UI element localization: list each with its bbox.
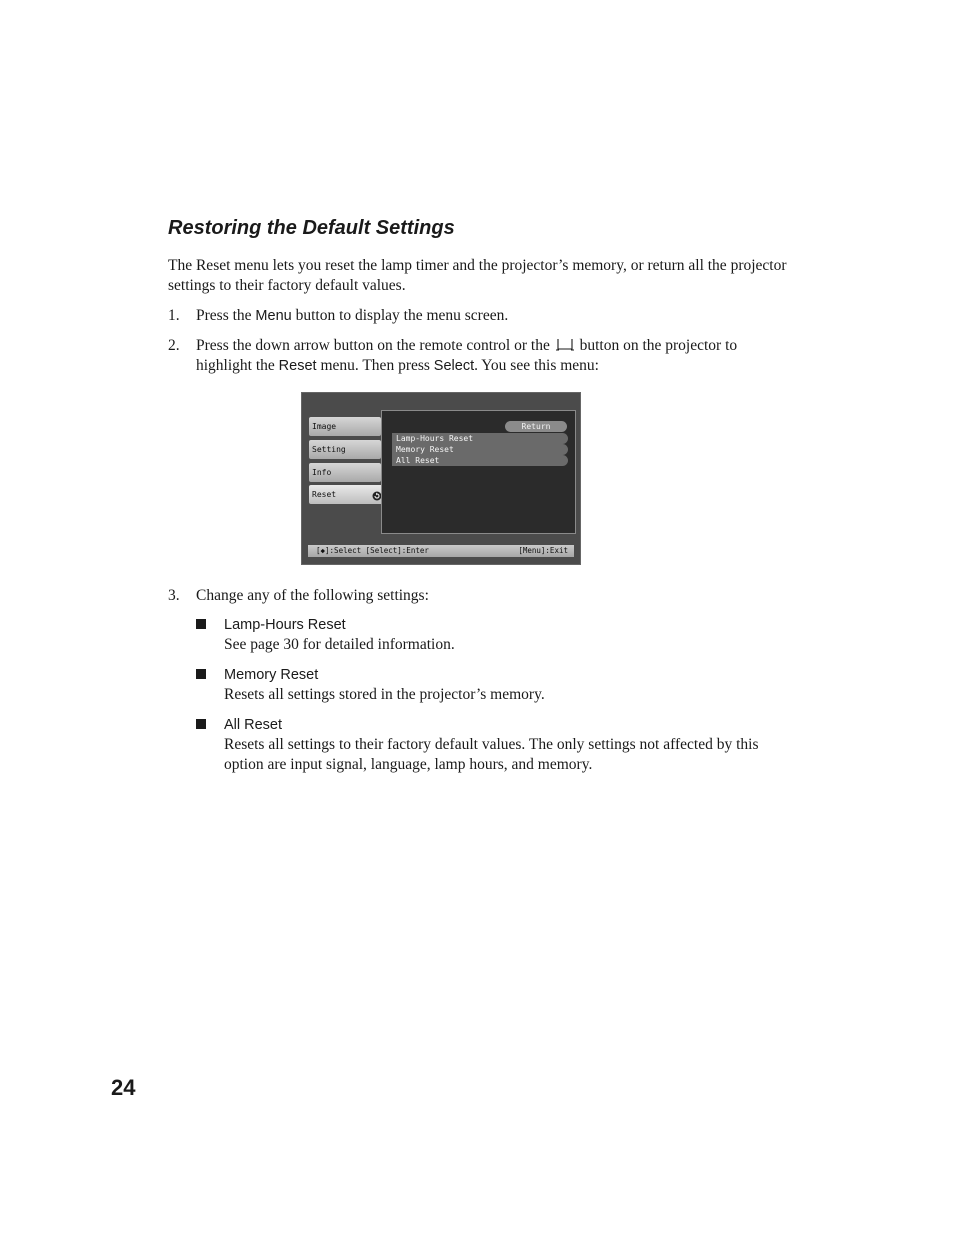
menu-key-label: Menu [255, 308, 292, 324]
all-reset-option: All Reset [392, 455, 568, 466]
option-description: Resets all settings stored in the projector’s memory. [224, 686, 545, 703]
option-name: Lamp-Hours Reset [224, 617, 346, 633]
bullet-square-icon [196, 619, 206, 629]
status-select-hint: [◆]:Select [Select]:Enter [316, 546, 429, 555]
menu-tab-reset: Reset [309, 485, 385, 504]
memory-reset-option: Memory Reset [392, 444, 568, 455]
return-option: Return [505, 421, 567, 432]
option-name: Memory Reset [224, 667, 319, 683]
bullet-square-icon [196, 669, 206, 679]
menu-tab-setting: Setting [309, 440, 381, 459]
bullet-square-icon [196, 719, 206, 729]
select-key-label: Select [433, 358, 475, 374]
status-exit-hint: [Menu]:Exit [518, 546, 568, 555]
option-description: Resets all settings to their factory default values. The only settings not affected by this option are input signal, language, lamp hours, and memory. [224, 736, 759, 773]
down-arrow-button-icon [556, 338, 574, 351]
section-heading: Restoring the Default Settings [168, 217, 455, 239]
step-text: Press the down arrow button on the remote control or the button on the projector to highlight the Reset menu. Then press Select. You see this menu: [196, 337, 738, 374]
lamp-hours-reset-option: Lamp-Hours Reset [392, 433, 568, 444]
reset-submenu-panel [381, 410, 576, 534]
step-number: 2. [168, 337, 180, 354]
step-number: 3. [168, 587, 180, 604]
menu-status-bar [308, 545, 574, 557]
menu-tab-info: Info [309, 463, 381, 482]
step-number: 1. [168, 307, 180, 324]
page-number: 24 [111, 1075, 136, 1100]
option-description: See page 30 for detailed information. [224, 636, 455, 653]
step-text: Press the Menu button to display the menu screen. [196, 307, 509, 324]
step-text: Change any of the following settings: [196, 587, 429, 604]
reset-menu-screenshot [301, 392, 581, 565]
option-name: All Reset [224, 717, 283, 733]
intro-paragraph: The Reset menu lets you reset the lamp timer and the projector’s memory, or return all the projector settings to their factory default values. [168, 257, 787, 294]
menu-tab-image: Image [309, 417, 381, 436]
reset-key-label: Reset [278, 358, 317, 374]
